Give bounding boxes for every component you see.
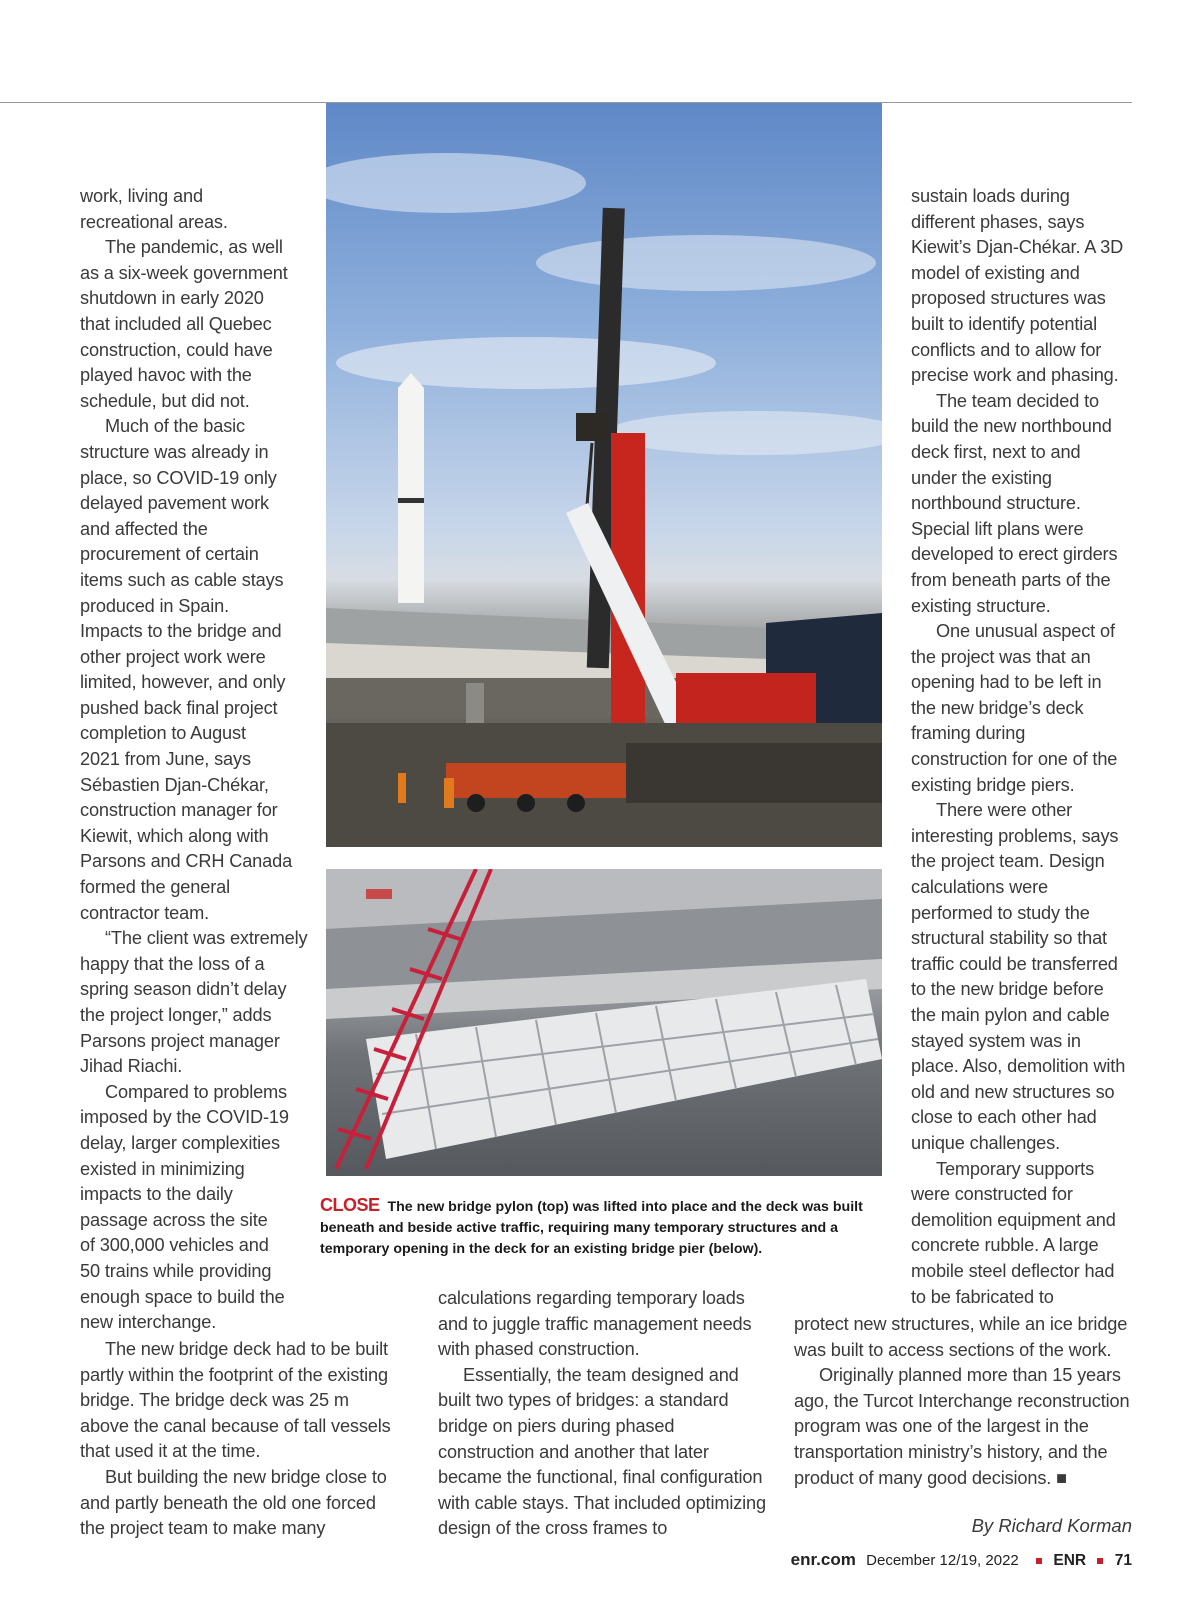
text-line: conflicts and to allow for: [911, 339, 1102, 360]
text-line: developed to erect girders: [911, 544, 1118, 565]
text-line: “The client was extremely: [105, 928, 308, 949]
text-line: model of existing and: [911, 262, 1080, 283]
paragraph: calculations regarding temporary loads and to juggle traffic management needs with phased construction.: [438, 1288, 752, 1360]
article-column-left-bottom: [80, 1337, 400, 1542]
text-line: the new bridge’s deck: [911, 697, 1084, 718]
text-line: Parsons project manager: [80, 1030, 280, 1051]
text-line: Kiewit’s Djan-Chékar. A 3D: [911, 237, 1124, 258]
text-line: 50 trains while providing: [80, 1260, 272, 1281]
text-line: northbound structure.: [911, 493, 1081, 514]
text-line: the project longer,” adds: [80, 1005, 272, 1025]
text-line: other project work were: [80, 646, 266, 667]
text-line: limited, however, and only: [80, 672, 286, 693]
paragraph: But building the new bridge close to and partly beneath the old one forced the project team to make many: [80, 1466, 387, 1539]
text-line: to the new bridge before: [911, 979, 1104, 1000]
text-line: old and new structures so: [911, 1081, 1115, 1102]
text-line: Jihad Riachi.: [80, 1056, 183, 1077]
text-line: impacts to the daily: [80, 1184, 233, 1205]
photo-pylon-lift: [326, 103, 882, 847]
text-line: the main pylon and cable: [911, 1005, 1110, 1025]
text-line: work, living and: [80, 186, 203, 206]
text-line: pushed back final project: [80, 697, 278, 718]
text-line: place, so COVID-19 only: [80, 467, 277, 488]
text-line: played havoc with the: [80, 365, 252, 386]
text-line: built to identify potential: [911, 313, 1098, 334]
text-line: the project was that an: [911, 646, 1091, 667]
text-line: from beneath parts of the: [911, 569, 1111, 590]
text-line: Temporary supports: [936, 1158, 1095, 1179]
paragraph: Originally planned more than 15 years ago, the Turcot Interchange reconstruction program was one of the largest in the transportation ministry’s history, and the product of many good decisions. ■: [794, 1365, 1130, 1488]
text-line: sustain loads during: [911, 186, 1070, 206]
text-line: existing structure.: [911, 595, 1051, 616]
text-line: different phases, says: [911, 211, 1085, 232]
paragraph: protect new structures, while an ice bridge was built to access sections of the work.: [794, 1314, 1128, 1360]
text-line: existing bridge piers.: [911, 774, 1075, 795]
text-line: Parsons and CRH Canada: [80, 851, 293, 872]
text-line: construction manager for: [80, 800, 278, 821]
text-line: construction, could have: [80, 339, 273, 360]
text-line: One unusual aspect of: [936, 621, 1115, 642]
text-line: Much of the basic: [105, 416, 245, 437]
text-line: traffic could be transferred: [911, 953, 1118, 974]
text-line: framing during: [911, 723, 1026, 744]
text-line: items such as cable stays: [80, 569, 284, 590]
text-line: The team decided to: [936, 390, 1099, 411]
text-line: were constructed for: [911, 1184, 1073, 1205]
page-footer: [791, 1550, 1132, 1570]
text-line: mobile steel deflector had: [911, 1260, 1115, 1281]
photo-caption: [320, 1195, 880, 1260]
text-line: passage across the site: [80, 1209, 268, 1230]
text-line: structural stability so that: [911, 928, 1107, 949]
text-line: close to each other had: [911, 1107, 1097, 1128]
text-line: procurement of certain: [80, 544, 259, 565]
article-column-middle: [438, 1286, 768, 1542]
text-line: spring season didn’t delay: [80, 979, 287, 1000]
article-column-right-bottom: [794, 1312, 1134, 1491]
text-line: to be fabricated to: [911, 1286, 1054, 1307]
text-line: existed in minimizing: [80, 1158, 245, 1179]
text-line: proposed structures was: [911, 288, 1106, 309]
text-line: formed the general: [80, 877, 230, 898]
text-line: place. Also, demolition with: [911, 1056, 1126, 1077]
footer-site: enr.com: [790, 1550, 856, 1569]
footer-date: December 12/19, 2022: [866, 1552, 1019, 1569]
text-line: and affected the: [80, 518, 208, 539]
photo-deck-construction: [326, 869, 882, 1176]
paragraph: The new bridge deck had to be built partly within the footprint of the existing bridge. The bridge deck was 25 m above the canal because of tall vessels that used it at the time.: [80, 1339, 391, 1462]
text-line: deck first, next to and: [911, 441, 1081, 462]
text-line: happy that the loss of a: [80, 953, 265, 974]
article-column-left-top: [80, 184, 315, 1336]
text-line: The pandemic, as well: [105, 237, 283, 258]
text-line: opening had to be left in: [911, 672, 1102, 693]
text-line: delay, larger complexities: [80, 1132, 280, 1153]
footer-page-number: 71: [1114, 1552, 1132, 1569]
text-line: imposed by the COVID-19: [80, 1107, 289, 1128]
square-bullet-icon: [1036, 1558, 1042, 1564]
text-line: shutdown in early 2020: [80, 288, 264, 309]
text-line: schedule, but did not.: [80, 390, 250, 411]
article-column-right-top: [911, 184, 1141, 1310]
footer-magazine: ENR: [1053, 1552, 1087, 1569]
text-line: structure was already in: [80, 441, 269, 462]
text-line: unique challenges.: [911, 1132, 1060, 1153]
text-line: precise work and phasing.: [911, 365, 1119, 386]
text-line: as a six-week government: [80, 262, 288, 283]
text-line: produced in Spain.: [80, 595, 229, 616]
caption-label: CLOSE: [320, 1195, 380, 1215]
text-line: demolition equipment and: [911, 1209, 1116, 1230]
text-line: delayed pavement work: [80, 493, 269, 514]
text-line: recreational areas.: [80, 211, 228, 232]
text-line: Compared to problems: [105, 1081, 287, 1102]
byline: By Richard Korman: [971, 1515, 1132, 1536]
text-line: the project team. Design: [911, 851, 1105, 872]
text-line: interesting problems, says: [911, 825, 1119, 846]
text-line: build the new northbound: [911, 416, 1112, 437]
text-line: Sébastien Djan-Chékar,: [80, 774, 269, 795]
text-line: of 300,000 vehicles and: [80, 1235, 269, 1256]
text-line: concrete rubble. A large: [911, 1235, 1099, 1256]
text-line: construction for one of the: [911, 749, 1118, 770]
square-bullet-icon: [1097, 1558, 1103, 1564]
text-line: contractor team.: [80, 902, 210, 923]
text-line: completion to August: [80, 723, 246, 744]
text-line: that included all Quebec: [80, 313, 272, 334]
text-line: Kiewit, which along with: [80, 825, 269, 846]
caption-text: The new bridge pylon (top) was lifted into place and the deck was built beneath and beside active traffic, requiring many temporary structures and a temporary opening in the deck for an existing bridge pier (below).: [320, 1199, 863, 1257]
text-line: calculations were: [911, 877, 1048, 898]
text-line: under the existing: [911, 467, 1052, 488]
text-line: Impacts to the bridge and: [80, 621, 282, 642]
text-line: new interchange.: [80, 1312, 217, 1333]
text-line: 2021 from June, says: [80, 749, 251, 770]
text-line: stayed system was in: [911, 1030, 1081, 1051]
text-line: performed to study the: [911, 902, 1090, 923]
text-line: There were other: [936, 800, 1073, 821]
text-line: Special lift plans were: [911, 518, 1084, 539]
paragraph: Essentially, the team designed and built two types of bridges: a standard bridge on piers during phased construction and another that later became the functional, final configuration with cable stays. That included optimizing design of the cross frames to: [438, 1364, 766, 1539]
text-line: enough space to build the: [80, 1286, 285, 1307]
